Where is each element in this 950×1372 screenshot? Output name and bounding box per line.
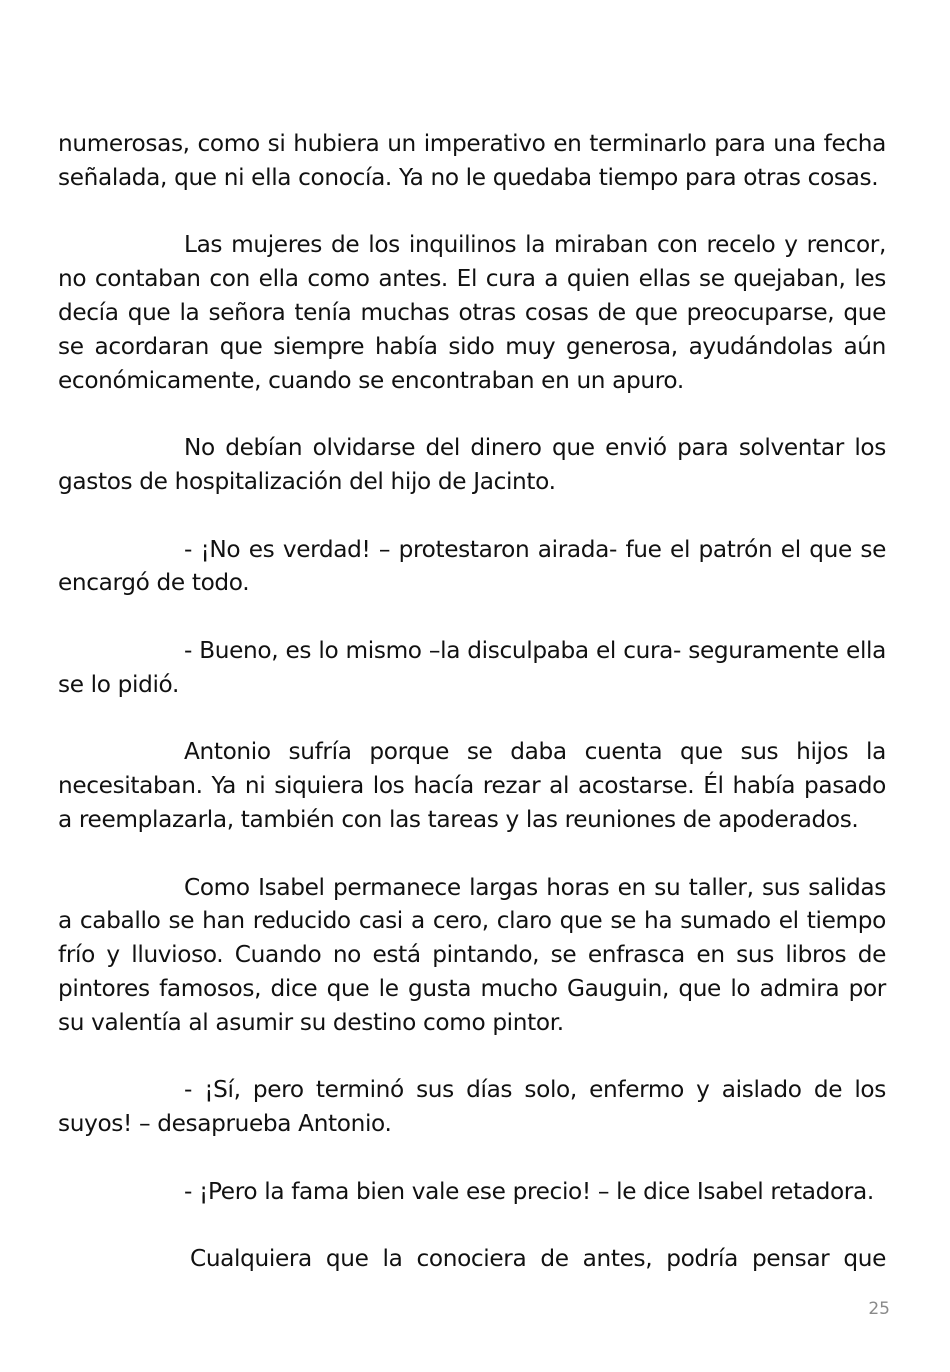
paragraph: Las mujeres de los inquilinos la miraban con recelo y rencor, no contaban con ella como antes. El cura a quien ellas se quejaban, les decía que la señora tenía muchas otras cosas de que preocuparse, que se acordaran que siempre había sido muy generosa, ayudándolas aún económicamente, cuando se encontraban en un apuro. xyxy=(58,231,886,394)
page-number: 25 xyxy=(868,1299,890,1319)
paragraph: - Bueno, es lo mismo –la disculpaba el cura- seguramente ella se lo pidió. xyxy=(58,636,886,698)
paragraph: - ¡Sí, pero terminó sus días solo, enfermo y aislado de los suyos! – desaprueba Antonio. xyxy=(58,1076,886,1138)
paragraph: - ¡No es verdad! – protestaron airada- fue el patrón el que se encargó de todo. xyxy=(58,535,886,597)
paragraph: Como Isabel permanece largas horas en su taller, sus salidas a caballo se han reducido casi a cero, claro que se ha sumado el tiempo frío y lluvioso. Cuando no está pintando, se enfrasca en sus libros de pintores famosos, dice que le gusta mucho Gauguin, que lo admira por su valentía al asumir su destino como pintor. xyxy=(58,873,886,1036)
paragraph: No debían olvidarse del dinero que envió para solventar los gastos de hospitalización del hijo de Jacinto. xyxy=(58,434,886,495)
paragraph: Antonio sufría porque se daba cuenta que sus hijos la necesitaban. Ya ni siquiera los hacía rezar al acostarse. Él había pasado a reemplazarla, también con las tareas y las reuniones de apoderados. xyxy=(58,738,886,833)
paragraph: numerosas, como si hubiera un imperativo en terminarlo para una fecha señalada, que ni ella conocía. Ya no le quedaba tiempo para otras cosas. xyxy=(58,130,886,191)
paragraph: - ¡Pero la fama bien vale ese precio! – le dice Isabel retadora. xyxy=(184,1177,874,1205)
body-text xyxy=(58,127,886,1310)
paragraph: Cualquiera que la conociera de antes, podría pensar que xyxy=(190,1245,886,1273)
